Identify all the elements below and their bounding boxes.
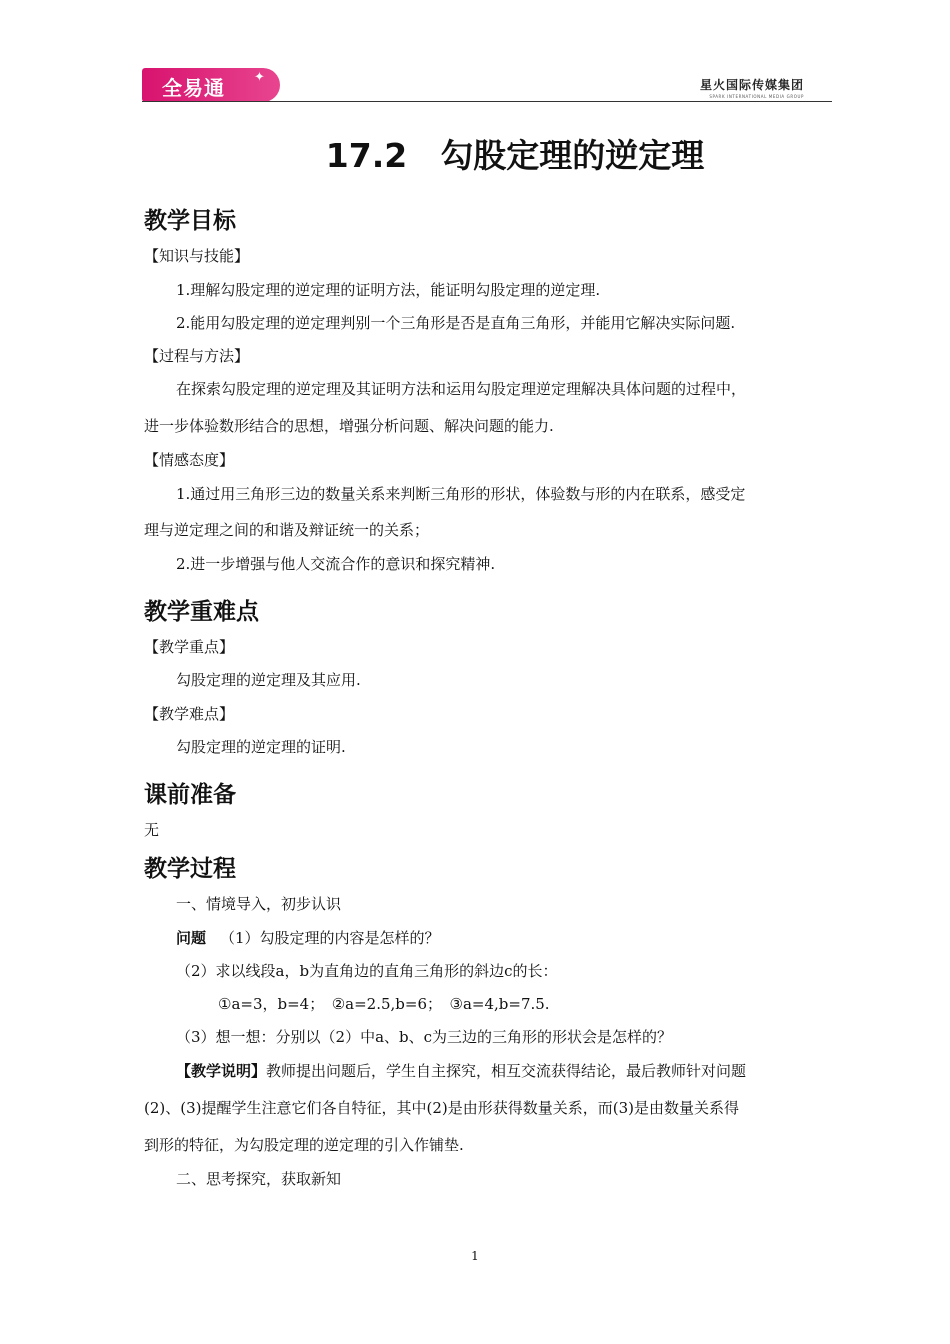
note-text-1: 教师提出问题后，学生自主探究，相互交流获得结论，最后教师针对问题 [266, 1062, 747, 1080]
section-heading-prep: 课前准备 [144, 782, 236, 808]
header-divider [142, 101, 832, 102]
note-text-2: (2)、(3)提醒学生注意它们各自特征，其中(2)是由形获得数量关系，而(3)是由数量关系得 [144, 1099, 739, 1117]
step-1-heading: 一、情境导入，初步认识 [176, 895, 342, 913]
publisher-name-en: SPARK INTERNATIONAL MEDIA GROUP [709, 94, 804, 99]
label-difficulty: 【教学难点】 [144, 705, 235, 723]
process-text-2: 进一步体验数形结合的思想，增强分析问题、解决问题的能力. [144, 417, 554, 435]
key-text: 勾股定理的逆定理及其应用. [176, 671, 361, 689]
publisher-mark [700, 76, 804, 99]
question-2-items: ①a=3，b=4； ②a=2.5,b=6； ③a=4,b=7.5. [218, 995, 550, 1013]
sparkle-icon: ✦ [254, 70, 265, 85]
label-process: 【过程与方法】 [144, 347, 250, 365]
step-2-heading: 二、思考探究，获取新知 [176, 1170, 342, 1188]
label-key: 【教学重点】 [144, 638, 235, 656]
section-heading-process: 教学过程 [144, 856, 236, 882]
brand-logo [142, 68, 280, 102]
difficulty-text: 勾股定理的逆定理的证明. [176, 738, 346, 756]
emotion-text-3: 2.进一步增强与他人交流合作的意识和探究精神. [176, 555, 496, 573]
logo-text: 全易通 [162, 76, 225, 100]
emotion-text-2: 理与逆定理之间的和谐及辩证统一的关系； [144, 521, 430, 539]
question-1: （1）勾股定理的内容是怎样的？ [220, 929, 440, 947]
note-line-1 [176, 1060, 746, 1081]
question-3: （3）想一想：分别以（2）中a、b、c为三边的三角形的形状会是怎样的？ [176, 1028, 673, 1046]
knowledge-item-2: 2.能用勾股定理的逆定理判别一个三角形是否是直角三角形，并能用它解决实际问题. [176, 314, 736, 332]
question-line-1 [176, 927, 440, 948]
question-2: （2）求以线段a，b为直角边的直角三角形的斜边c的长： [176, 962, 558, 980]
prep-text: 无 [144, 821, 160, 839]
knowledge-item-1: 1.理解勾股定理的逆定理的证明方法，能证明勾股定理的逆定理. [176, 281, 601, 299]
section-heading-goals: 教学目标 [144, 208, 236, 234]
question-label: 问题 [176, 929, 207, 947]
note-label: 【教学说明】 [176, 1062, 267, 1080]
publisher-name-cn: 星火国际传媒集团 [699, 78, 804, 92]
label-emotion: 【情感态度】 [144, 451, 235, 469]
page-header [0, 0, 950, 104]
emotion-text-1: 1.通过用三角形三边的数量关系来判断三角形的形状，体验数与形的内在联系，感受定 [176, 485, 746, 503]
label-knowledge: 【知识与技能】 [144, 247, 250, 265]
section-heading-key-points: 教学重难点 [144, 599, 259, 625]
process-text-1: 在探索勾股定理的逆定理及其证明方法和运用勾股定理逆定理解决具体问题的过程中， [176, 380, 747, 398]
document-title: 17.2 勾股定理的逆定理 [325, 136, 705, 175]
note-text-3: 到形的特征，为勾股定理的逆定理的引入作铺垫. [144, 1136, 464, 1154]
page-number: 1 [471, 1249, 479, 1263]
